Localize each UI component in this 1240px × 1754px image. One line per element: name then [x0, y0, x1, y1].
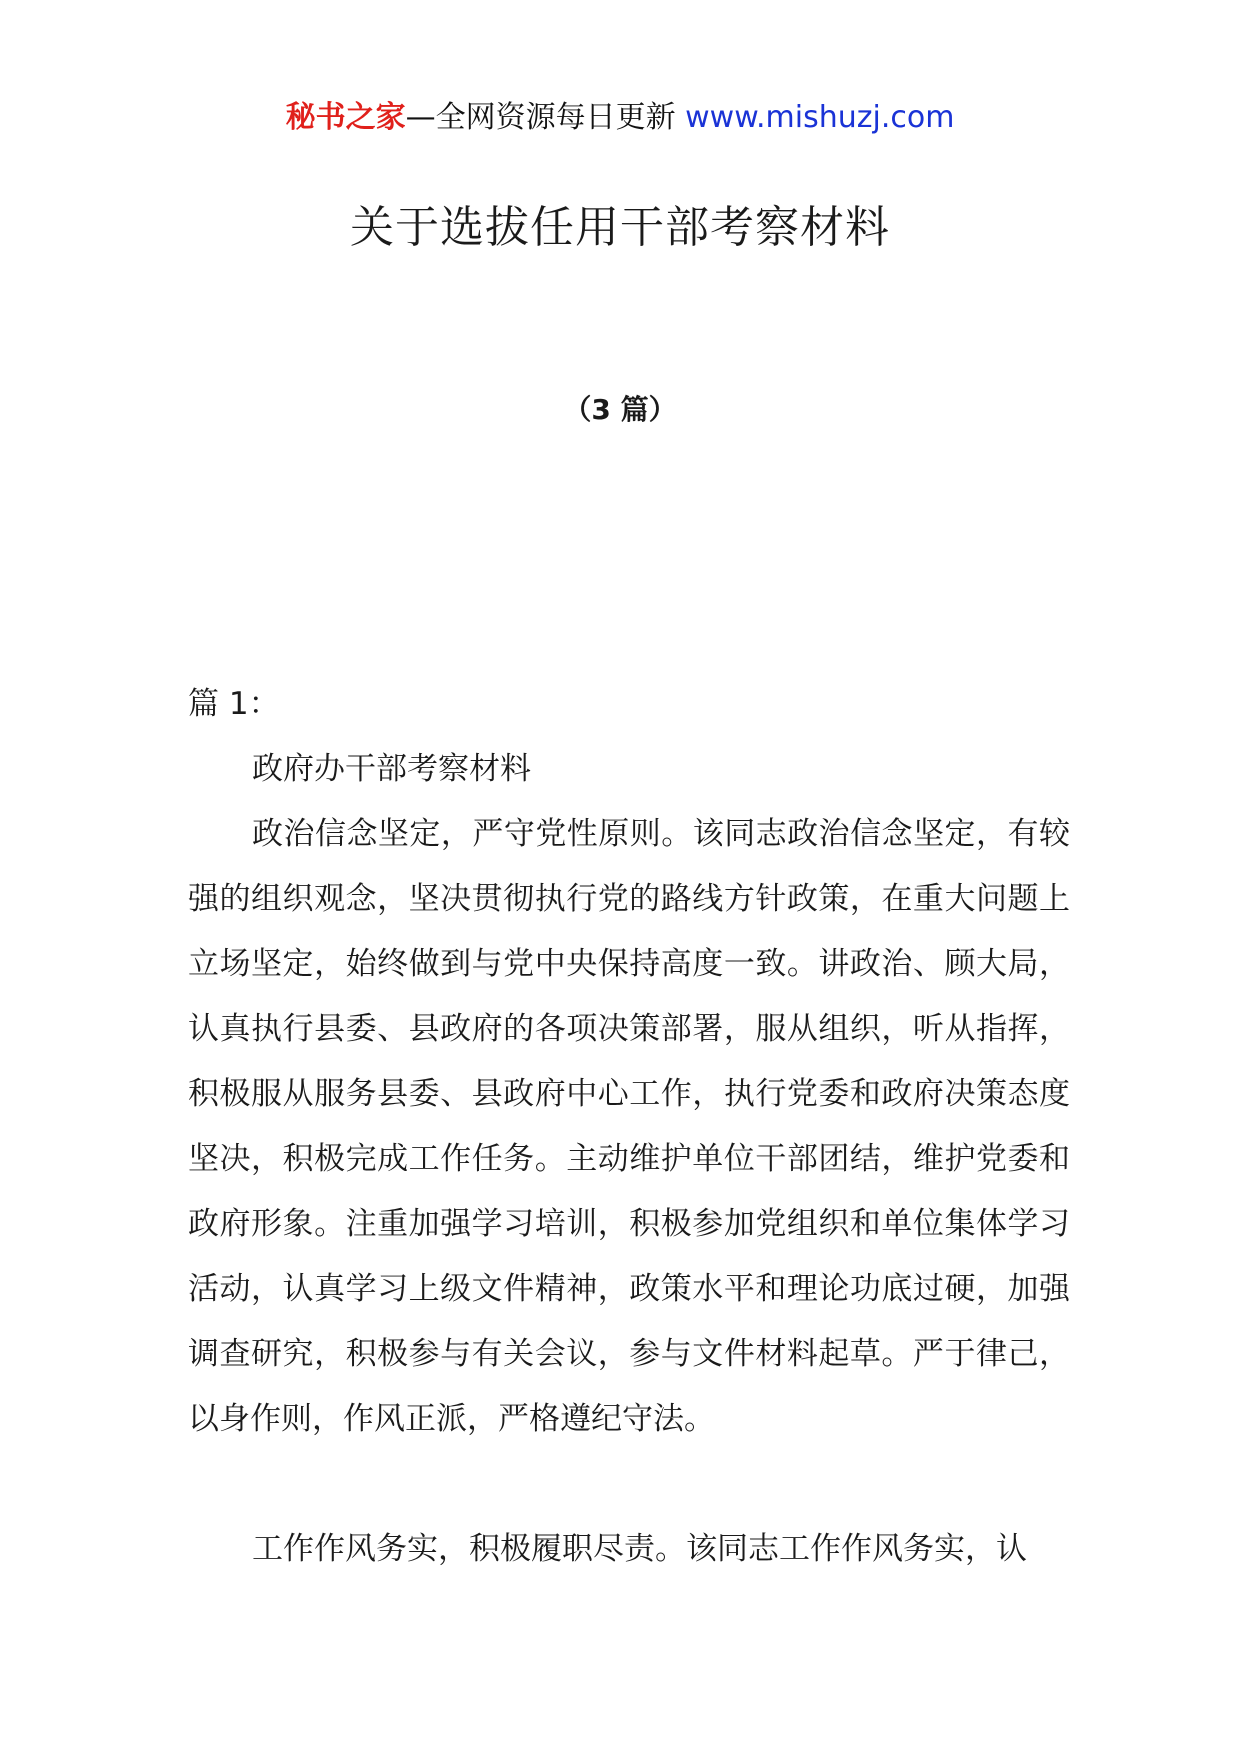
site-url-link[interactable]: www.mishuzj.com: [685, 100, 955, 135]
document-subtitle: （3 篇）: [563, 393, 677, 426]
section-label: 篇 1：: [188, 686, 280, 722]
site-tagline: —全网资源每日更新: [405, 100, 676, 135]
site-header: [0, 98, 1240, 138]
section-heading: 政府办干部考察材料: [252, 751, 531, 787]
body-paragraph: 政治信念坚定，严守党性原则。该同志政治信念坚定，有较强的组织观念，坚决贯彻执行党的路线方针政策，在重大问题上立场坚定，始终做到与党中央保持高度一致。讲政治、顾大局，认真执行县委、县政府的各项决策部署，服从组织，听从指挥，积极服从服务县委、县政府中心工作，执行党委和政府决策态度坚决，积极完成工作任务。主动维护单位干部团结，维护党委和政府形象。注重加强学习培训，积极参加党组织和单位集体学习活动，认真学习上级文件精神，政策水平和理论功底过硬，加强调查研究，积极参与有关会议，参与文件材料起草。严于律己，以身作则，作风正派，严格遵纪守法。: [188, 816, 1070, 1437]
body-paragraph: 工作作风务实，积极履职尽责。该同志工作作风务实，认: [252, 1531, 1027, 1567]
document-title: 关于选拔任用干部考察材料: [350, 202, 890, 253]
document-body: [188, 672, 1070, 1582]
site-brand: 秘书之家: [285, 100, 406, 135]
